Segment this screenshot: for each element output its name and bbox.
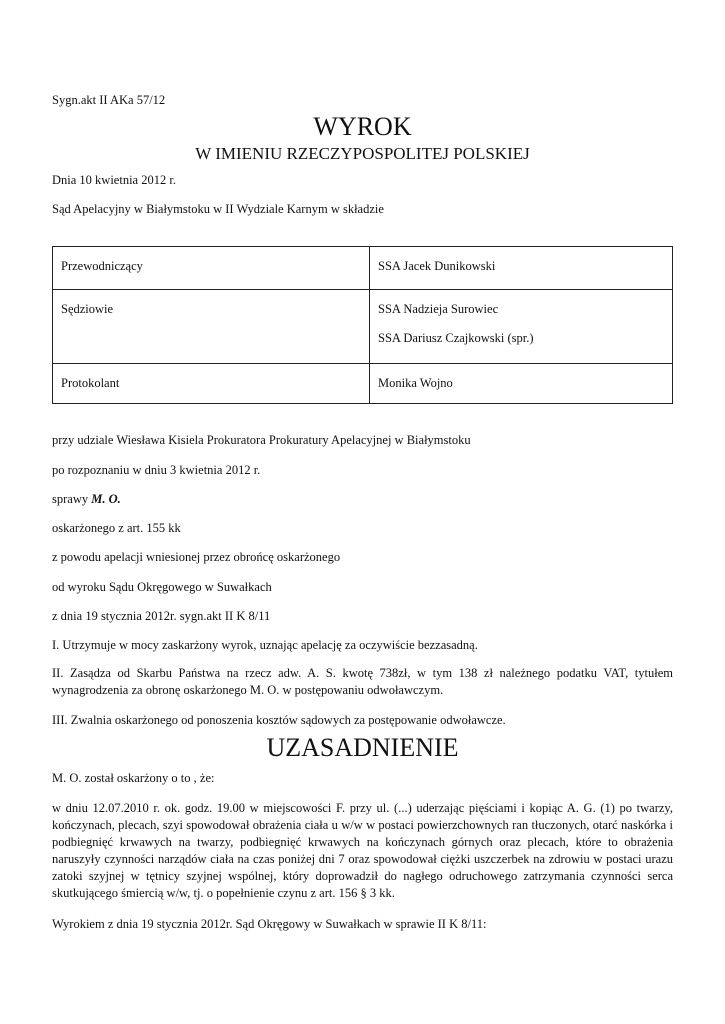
case-signature: Sygn.akt II AKa 57/12 [52, 93, 166, 107]
case-line [52, 491, 121, 507]
hearing-line: po rozpoznaniu w dniu 3 kwietnia 2012 r. [52, 463, 261, 477]
document-title: WYROK [313, 112, 412, 141]
judge-2: SSA Dariusz Czajkowski (spr.) [378, 331, 534, 345]
table-row [53, 290, 673, 364]
table-row [53, 364, 673, 404]
document-subtitle: W IMIENIU RZECZYPOSPOLITEJ POLSKIEJ [195, 144, 530, 163]
judges-label: Sędziowie [53, 290, 370, 364]
reasons-body: w dniu 12.07.2010 r. ok. godz. 19.00 w miejscowości F. przy ul. (...) uderzając pięściami i kopiąc A. G. (1) po twarzy, kończynach, plecach, szyi spowodował obrażenia ciała u w/w w postaci powierzchownych ran tłuczonych, otarć naskórka i podbiegnięć krwawych na twarzy, podbiegnięć krwawych na kończynach górnych oraz plecach, które to obrażenia naruszyły czynności narządów ciała na czas poniżej dni 7 oraz spowodował ciężki uszczerbek na zdrowiu w postaci urazu zatoki szyjnej w tętnicy szyjnej wspólnej, który doprowadził do nagłego odruchowego zatrzymania czynności serca skutkującego śmiercią w/w, tj. o popełnienie czynu z art. 156 § 3 kk. [52, 801, 673, 900]
lower-court-line: od wyroku Sądu Okręgowego w Suwałkach [52, 580, 272, 594]
reasons-title: UZASADNIENIE [266, 733, 459, 762]
judge-1: SSA Nadzieja Surowiec [378, 302, 499, 316]
table-row [53, 247, 673, 290]
ruling-2: II. Zasądza od Skarbu Państwa na rzecz adw. A. S. kwotę 738zł, w tym 138 zł należnego podatku VAT, tytułem wynagrodzenia za obronę oskarżonego M. O. w postępowaniu odwoławczym. [52, 666, 673, 697]
court-composition-line: Sąd Apelacyjny w Białymstoku w II Wydziale Karnym w składzie [52, 202, 384, 216]
judgment-date: Dnia 10 kwietnia 2012 r. [52, 173, 176, 187]
ruling-3: III. Zwalnia oskarżonego od ponoszenia kosztów sądowych za postępowanie odwoławcze. [52, 713, 506, 727]
case-prefix: sprawy [52, 492, 92, 506]
appeal-line: z powodu apelacji wniesionej przez obrońcę oskarżonego [52, 550, 341, 564]
lower-judgment-date: z dnia 19 stycznia 2012r. sygn.akt II K 8/11 [52, 609, 271, 623]
reasons-intro: M. O. został oskarżony o to , że: [52, 771, 215, 785]
ruling-1: I. Utrzymuje w mocy zaskarżony wyrok, uznając apelację za oczywiście bezzasadną. [52, 638, 478, 652]
prosecutor-line: przy udziale Wiesława Kisiela Prokuratora Prokuratury Apelacyjnej w Białymstoku [52, 433, 471, 447]
charge-line: oskarżonego z art. 155 kk [52, 521, 181, 535]
verdict-line: Wyrokiem z dnia 19 stycznia 2012r. Sąd Okręgowy w Suwałkach w sprawie II K 8/11: [52, 917, 487, 931]
court-panel-table [52, 246, 673, 404]
clerk-label: Protokolant [53, 364, 370, 404]
chair-label: Przewodniczący [53, 247, 370, 290]
judges-cell [370, 290, 673, 364]
clerk-value: Monika Wojno [370, 364, 673, 404]
defendant-name: M. O. [91, 492, 121, 506]
chair-value: SSA Jacek Dunikowski [370, 247, 673, 290]
